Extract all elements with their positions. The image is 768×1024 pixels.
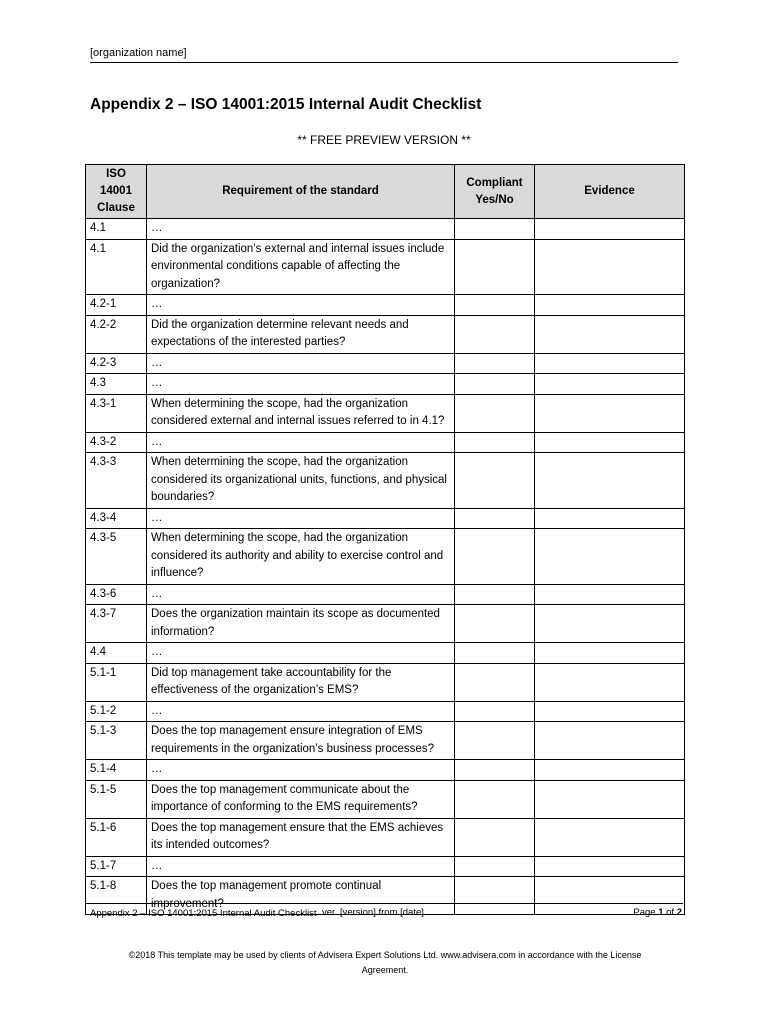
requirement-cell: When determining the scope, had the organization considered its authority and ability to exercise control and influence? [147, 529, 455, 585]
evidence-cell[interactable] [535, 374, 685, 395]
clause-cell: 4.3-2 [86, 432, 147, 453]
table-body [86, 219, 685, 915]
requirement-cell: Does the top management promote continual improvement? [147, 877, 455, 915]
compliant-cell[interactable] [455, 780, 535, 818]
table-row [86, 432, 685, 453]
compliant-cell[interactable] [455, 877, 535, 915]
compliant-cell[interactable] [455, 239, 535, 295]
evidence-cell[interactable] [535, 453, 685, 509]
evidence-cell[interactable] [535, 701, 685, 722]
table-row [86, 701, 685, 722]
clause-cell: 5.1-2 [86, 701, 147, 722]
compliant-cell[interactable] [455, 453, 535, 509]
compliant-cell[interactable] [455, 353, 535, 374]
clause-cell: 5.1-3 [86, 722, 147, 760]
clause-cell: 4.4 [86, 643, 147, 664]
evidence-cell[interactable] [535, 780, 685, 818]
requirement-cell: … [147, 760, 455, 781]
clause-cell: 4.3-5 [86, 529, 147, 585]
clause-cell: 5.1-5 [86, 780, 147, 818]
compliant-cell[interactable] [455, 508, 535, 529]
requirement-cell: When determining the scope, had the organization considered its organizational units, functions, and physical boundaries? [147, 453, 455, 509]
evidence-cell[interactable] [535, 529, 685, 585]
evidence-cell[interactable] [535, 432, 685, 453]
footer-document-name: Appendix 2 – ISO 14001:2015 Internal Audit Checklist [90, 908, 317, 919]
table-row [86, 239, 685, 295]
table-row [86, 780, 685, 818]
requirement-cell: … [147, 584, 455, 605]
clause-cell: 4.3-4 [86, 508, 147, 529]
clause-cell: 4.3-1 [86, 394, 147, 432]
header-evidence: Evidence [535, 165, 685, 219]
clause-cell: 4.1 [86, 219, 147, 240]
table-row [86, 315, 685, 353]
clause-cell: 5.1-6 [86, 818, 147, 856]
evidence-cell[interactable] [535, 295, 685, 316]
clause-cell: 4.3-7 [86, 605, 147, 643]
footer-page-number [633, 907, 682, 918]
requirement-cell: … [147, 432, 455, 453]
table-row [86, 584, 685, 605]
header-requirement: Requirement of the standard [147, 165, 455, 219]
compliant-cell[interactable] [455, 663, 535, 701]
clause-cell: 4.2-3 [86, 353, 147, 374]
compliant-cell[interactable] [455, 432, 535, 453]
requirement-cell: When determining the scope, had the organization considered external and internal issues referred to in 4.1? [147, 394, 455, 432]
requirement-cell: Did the organization’s external and internal issues include environmental conditions capable of affecting the organization? [147, 239, 455, 295]
page-prefix: Page [633, 907, 659, 918]
compliant-cell[interactable] [455, 315, 535, 353]
compliant-cell[interactable] [455, 605, 535, 643]
preview-label: ** FREE PREVIEW VERSION ** [297, 133, 471, 147]
requirement-cell: Does the organization maintain its scope as documented information? [147, 605, 455, 643]
requirement-cell: Does the top management ensure that the EMS achieves its intended outcomes? [147, 818, 455, 856]
clause-cell: 4.3-3 [86, 453, 147, 509]
table-row [86, 663, 685, 701]
evidence-cell[interactable] [535, 508, 685, 529]
evidence-cell[interactable] [535, 722, 685, 760]
evidence-cell[interactable] [535, 353, 685, 374]
evidence-cell[interactable] [535, 643, 685, 664]
table-row [86, 374, 685, 395]
table-row [86, 818, 685, 856]
clause-cell: 5.1-7 [86, 856, 147, 877]
clause-cell: 4.2-2 [86, 315, 147, 353]
requirement-cell: … [147, 353, 455, 374]
table-row [86, 760, 685, 781]
document-title: Appendix 2 – ISO 14001:2015 Internal Audit Checklist [90, 96, 482, 113]
clause-cell: 4.1 [86, 239, 147, 295]
clause-cell: 4.3-6 [86, 584, 147, 605]
requirement-cell: Did top management take accountability for the effectiveness of the organization’s EMS? [147, 663, 455, 701]
compliant-cell[interactable] [455, 295, 535, 316]
evidence-cell[interactable] [535, 315, 685, 353]
compliant-cell[interactable] [455, 856, 535, 877]
clause-cell: 4.2-1 [86, 295, 147, 316]
audit-checklist-table [85, 164, 685, 915]
requirement-cell: Did the organization determine relevant needs and expectations of the interested parties? [147, 315, 455, 353]
requirement-cell: … [147, 643, 455, 664]
compliant-cell[interactable] [455, 219, 535, 240]
table-row [86, 295, 685, 316]
table-row [86, 508, 685, 529]
evidence-cell[interactable] [535, 239, 685, 295]
clause-cell: 4.3 [86, 374, 147, 395]
table-row [86, 605, 685, 643]
compliant-cell[interactable] [455, 722, 535, 760]
requirement-cell: … [147, 295, 455, 316]
evidence-cell[interactable] [535, 219, 685, 240]
evidence-cell[interactable] [535, 818, 685, 856]
evidence-cell[interactable] [535, 663, 685, 701]
compliant-cell[interactable] [455, 643, 535, 664]
table-row [86, 394, 685, 432]
table-row [86, 643, 685, 664]
table-row [86, 856, 685, 877]
table-row [86, 453, 685, 509]
evidence-cell[interactable] [535, 760, 685, 781]
compliant-cell[interactable] [455, 760, 535, 781]
requirement-cell: … [147, 374, 455, 395]
organization-name-header: [organization name] [90, 47, 678, 63]
requirement-cell: … [147, 701, 455, 722]
requirement-cell: … [147, 219, 455, 240]
compliant-cell[interactable] [455, 529, 535, 585]
requirement-cell: … [147, 508, 455, 529]
table-row [86, 529, 685, 585]
evidence-cell[interactable] [535, 605, 685, 643]
header-compliant: Compliant Yes/No [455, 165, 535, 219]
compliant-cell[interactable] [455, 374, 535, 395]
clause-cell: 5.1-4 [86, 760, 147, 781]
compliant-cell[interactable] [455, 394, 535, 432]
page-total: 2 [676, 907, 682, 918]
evidence-cell[interactable] [535, 394, 685, 432]
requirement-cell: Does the top management ensure integration of EMS requirements in the organization’s business processes? [147, 722, 455, 760]
table-header-row [86, 165, 685, 219]
requirement-cell: … [147, 856, 455, 877]
table-row [86, 219, 685, 240]
copyright-notice: ©2018 This template may be used by clients of Advisera Expert Solutions Ltd. www.advisera.com in accordance with the License Agreement. [128, 950, 642, 975]
compliant-cell[interactable] [455, 701, 535, 722]
header-clause: ISO 14001 Clause [86, 165, 147, 219]
compliant-cell[interactable] [455, 818, 535, 856]
footer-version: ver. [version] from [date] [322, 907, 424, 918]
clause-cell: 5.1-1 [86, 663, 147, 701]
evidence-cell[interactable] [535, 856, 685, 877]
evidence-cell[interactable] [535, 584, 685, 605]
table-row [86, 722, 685, 760]
page-current: 1 [658, 907, 664, 918]
footer-divider [85, 903, 683, 904]
compliant-cell[interactable] [455, 584, 535, 605]
page-of: of [663, 907, 677, 918]
requirement-cell: Does the top management communicate about the importance of conforming to the EMS requirements? [147, 780, 455, 818]
table-row [86, 353, 685, 374]
clause-cell: 5.1-8 [86, 877, 147, 915]
